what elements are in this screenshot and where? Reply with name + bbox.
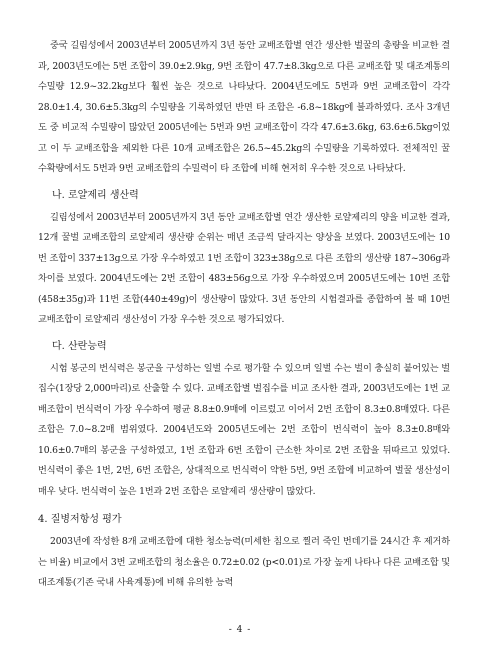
paragraph-egg-laying: 시험 봉군의 번식력은 봉군을 구성하는 일벌 수로 평가할 수 있으며 일벌 수는 벌이 충실히 붙어있는 벌집수(1장당 2,000마리)로 산출할 수 있다. 교배조합별 벌집수를 비교 조사한 결과, 2003년도에는 1번 교배조합이 번식력이 가장 우수하여 평균 8.8±0.9매에 이르렀고 이어서 2번 조합이 8.3±0.8매였다. 다른 조합은 7.0~8.2매 범위였다. 2004년도와 2005년도에는 2번 조합이 번식력이 높아 8.3±0.8매와 10.6±0.7매의 봉군을 구성하였고, 1번 조합과 6번 조합이 근소한 차이로 2번 조합을 뒤따르고 있었다. 번식력이 좋은 1번, 2번, 6번 조합은, 상대적으로 번식력이 약한 5번, 9번 조합에 비교하여 벌꿀 생산성이 매우 낮다. 번식력이 높은 1번과 2번 조합은 로얄제리 생산량이 많았다. [38, 362, 450, 497]
section-heading-royal-jelly: 나. 로얄제리 생산력 [52, 189, 139, 201]
document-page [38, 36, 450, 594]
paragraph-royal-jelly: 길림성에서 2003년부터 2005년까지 3년 동안 교배조합별 연간 생산한 로얄제리의 양을 비교한 결과, 12개 꿀벌 교배조합의 로얄제리 생산량 순위는 매년 조금씩 달라지는 양상을 보였다. 2003년도에는 10번 조합이 337±13g으로 가장 우수하였고 1번 조합이 323±38g으로 다른 조합의 생산량 187~306g과 차이를 보였다. 2004년도에는 2번 조합이 483±56g으로 가장 우수하였으며 2005년도에는 10번 조합(458±35g)과 11번 조합(440±49g)이 생산량이 많았다. 3년 동안의 시험결과를 종합하여 볼 때 10번 교배조합이 로얄제리 생산성이 가장 우수한 것으로 평가되었다. [38, 211, 450, 325]
section-heading-disease-resistance: 4. 질병저항성 평가 [38, 514, 122, 525]
section-heading-egg-laying: 다. 산란능력 [52, 340, 107, 352]
paragraph-disease-resistance: 2003년에 작성한 8개 교배조합에 대한 청소능력(미세한 침으로 찔러 죽인 번데기를 24시간 후 제거하는 비율) 비교에서 3번 교배조합의 청소율은 0.72±0.02 (p<0.01)로 가장 높게 나타나 다른 교배조합 및 대조계통(기존 국내 사육계통)에 비해 유의한 능력 [38, 536, 450, 588]
paragraph-honey-yield: 중국 길림성에서 2003년부터 2005년까지 3년 동안 교배조합별 연간 생산한 벌꿀의 총량을 비교한 결과, 2003년도에는 5번 조합이 39.0±2.9kg, 9번 조합이 47.7±8.3kg으로 다른 교배조합 및 대조계통의 수밀량 12.9~32.2kg보다 훨씬 높은 것으로 나타났다. 2004년도에도 5번과 9번 교배조합이 각각 28.0±1.4, 30.6±5.3kg의 수밀량을 기록하였던 반면 타 조합은 -6.8~18kg에 불과하였다. 조사 3개년도 중 비교적 수밀량이 많았던 2005년에는 5번과 9번 교배조합이 각각 47.6±3.6kg, 63.6±6.5kg이었고 이 두 교배조합을 제외한 다른 10개 교배조합은 26.5~45.2kg의 수밀량을 기록하였다. 전체적인 꿀 수확량에서도 5번과 9번 교배조합의 수밀력이 타 조합에 비해 현저히 우수한 것으로 나타났다. [38, 40, 450, 174]
page-number: - 4 - [228, 625, 252, 635]
